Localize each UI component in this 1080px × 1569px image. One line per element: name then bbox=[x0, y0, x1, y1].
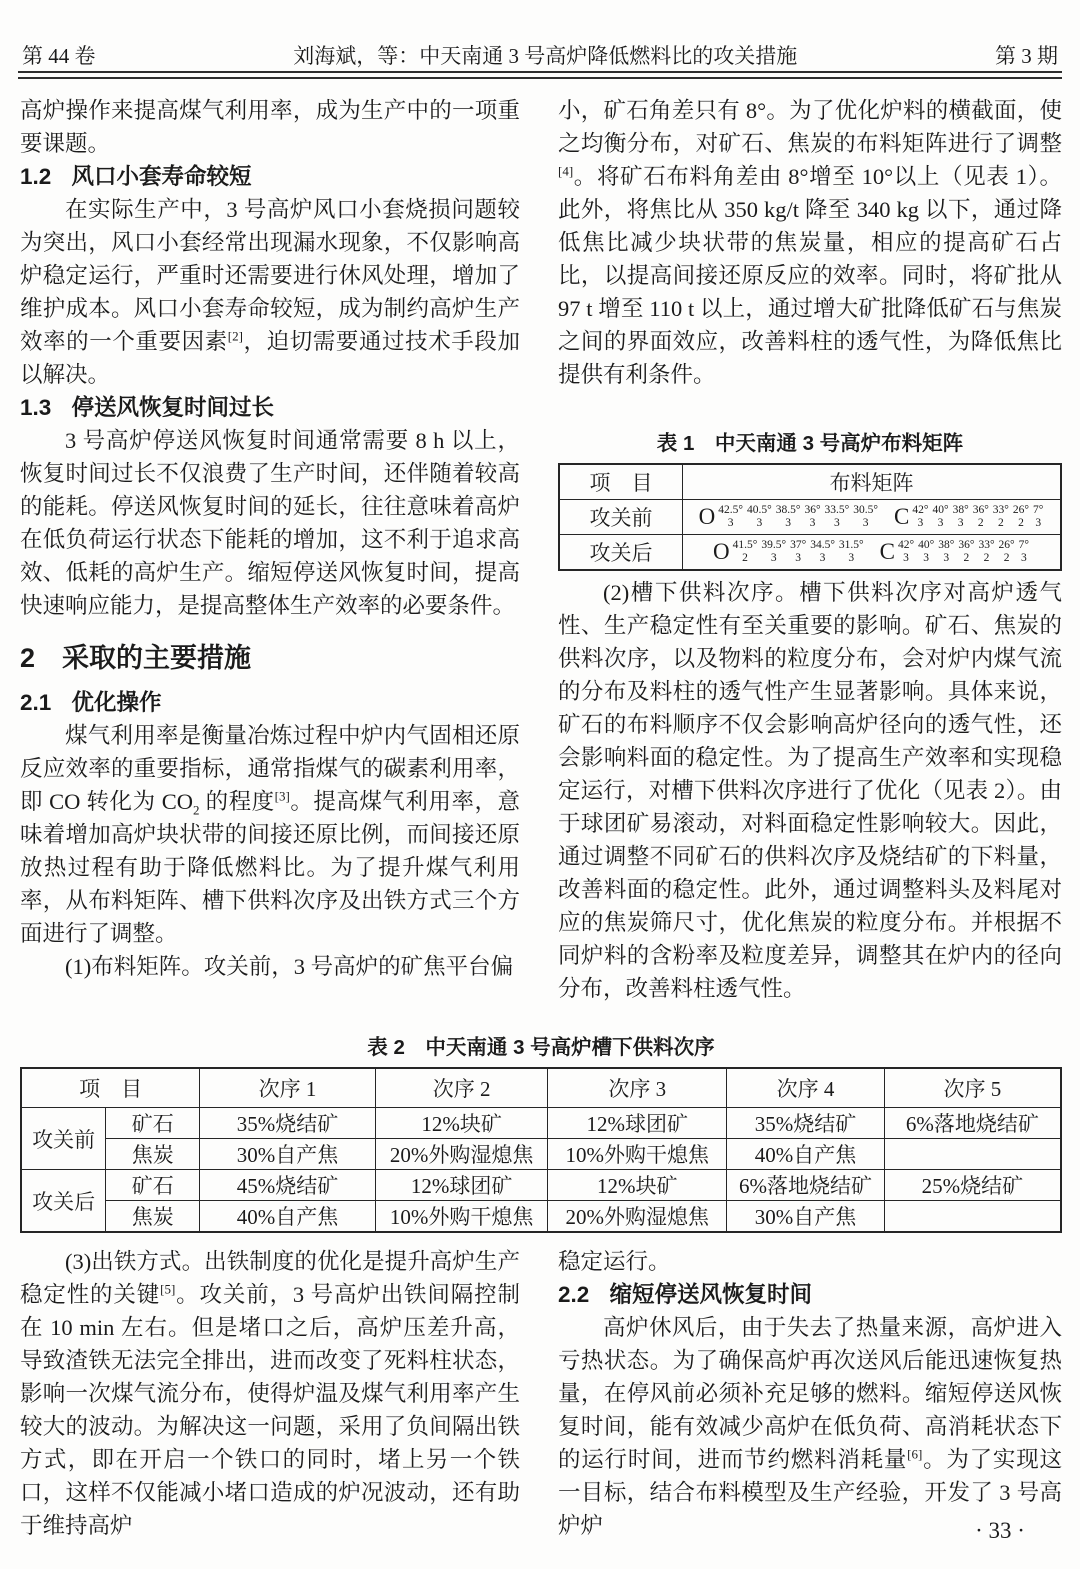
matrix-rings: 3 bbox=[943, 551, 950, 564]
angle-rings-pair bbox=[937, 539, 955, 565]
charge-matrix bbox=[713, 539, 1030, 565]
matrix-rings: 3 bbox=[756, 516, 763, 529]
angle-rings-pair bbox=[838, 539, 865, 565]
right-column-bottom bbox=[558, 576, 1062, 1005]
angle-rings-pair bbox=[775, 504, 802, 530]
matrix-angle: 33° bbox=[978, 538, 995, 551]
angle-rings-pair bbox=[852, 504, 879, 530]
matrix-cell bbox=[683, 535, 1062, 571]
matrix-angle: 37° bbox=[790, 538, 807, 551]
citation-ref: [3] bbox=[274, 788, 290, 804]
matrix-rings: 3 bbox=[862, 516, 869, 529]
material-label: 焦炭 bbox=[106, 1139, 200, 1170]
group-label: 攻关后 bbox=[21, 1170, 106, 1233]
matrix-letter: O bbox=[712, 539, 730, 565]
angle-rings-pair bbox=[824, 504, 851, 530]
paragraph: (3)出铁方式。出铁制度的优化是提升高炉生产稳定性的关键[5]。攻关前，3 号高炉出铁间隔控制在 10 min 左右。但是堵口之后，高炉压差升高，导致渣铁无法完全排出，进而改变了死料柱状态，影响一次煤气流分布，使得炉温及煤气利用率产生较大的波动。为解决这一问题，采用了负间隔出铁方式，即在开启一个铁口的同时，堵上另一个铁口，这样不仅能减小堵口造成的炉况波动，还有助于维持高炉 bbox=[20, 1249, 520, 1538]
matrix-rings: 3 bbox=[937, 516, 944, 529]
angle-rings-pair bbox=[717, 504, 744, 530]
matrix-angle: 26° bbox=[1012, 503, 1030, 516]
angle-rings-pair bbox=[732, 539, 759, 565]
charge-matrix bbox=[699, 504, 1045, 530]
heading-number: 1.3 bbox=[20, 395, 52, 420]
matrix-angle: 26° bbox=[998, 538, 1015, 551]
table2-area bbox=[20, 1030, 1062, 1233]
heading-number: 2.2 bbox=[558, 1282, 590, 1307]
matrix-angle: 38° bbox=[952, 503, 969, 516]
matrix-rings: 3 bbox=[785, 516, 791, 529]
angle-rings-pair bbox=[1032, 504, 1044, 530]
column-header: 次序 5 bbox=[884, 1068, 1061, 1108]
matrix-angle: 38° bbox=[938, 538, 955, 551]
angle-rings-pair bbox=[931, 504, 949, 530]
angle-rings-pair bbox=[789, 539, 807, 565]
material-label: 矿石 bbox=[106, 1108, 200, 1139]
section-heading-2.2: 2.2 缩短停送风恢复时间 bbox=[558, 1282, 813, 1307]
sequence-cell: 12%球团矿 bbox=[548, 1108, 727, 1139]
table2-row bbox=[21, 1201, 1061, 1233]
material-label: 焦炭 bbox=[106, 1201, 200, 1233]
table1-header-row bbox=[559, 464, 1061, 500]
sequence-cell: 40%自产焦 bbox=[200, 1201, 376, 1233]
angle-rings-pair bbox=[957, 539, 975, 565]
angle-rings-pair bbox=[809, 539, 836, 565]
paragraph: 煤气利用率是衡量冶炼过程中炉内气固相还原反应效率的重要指标，通常指煤气的碳素利用率，即 CO 转化为 $CO_2$ 的程度[3]。提高煤气利用率，意味着增加高炉块状带的间接还原比例，而间接还原放热过程有助于降低燃料比。为了提升煤气利用率，从布料矩阵、槽下供料次序及出铁方式三个方面进行了调整。 bbox=[20, 723, 520, 946]
sequence-cell: 35%烧结矿 bbox=[200, 1108, 376, 1139]
header-rule bbox=[18, 71, 1062, 79]
table2-row bbox=[21, 1108, 1061, 1139]
matrix-rings: 2 bbox=[742, 551, 748, 564]
column-header: 次序 1 bbox=[200, 1068, 376, 1108]
matrix-rings: 3 bbox=[848, 551, 855, 564]
page-header bbox=[22, 40, 1058, 70]
matrix-angle: 38.5° bbox=[775, 503, 801, 516]
angle-rings-pair bbox=[803, 504, 821, 530]
matrix-angle: 31.5° bbox=[838, 538, 864, 551]
table2 bbox=[20, 1067, 1062, 1233]
matrix-angle: 41.5° bbox=[732, 538, 758, 551]
section-heading-1.2: 1.2 风口小套寿命较短 bbox=[20, 164, 252, 189]
matrix-rings: 2 bbox=[1018, 516, 1024, 529]
sequence-cell: 45%烧结矿 bbox=[200, 1170, 376, 1201]
matrix-rings: 3 bbox=[917, 516, 924, 529]
table1 bbox=[558, 463, 1062, 571]
paragraph: (1)布料矩阵。攻关前，3 号高炉的矿焦平台偏 bbox=[65, 954, 514, 979]
column-header: 次序 2 bbox=[375, 1068, 548, 1108]
matrix-angle: 36° bbox=[804, 503, 821, 516]
section-heading-2: 2 采取的主要措施 bbox=[20, 643, 252, 673]
sequence-cell: 12%块矿 bbox=[375, 1108, 548, 1139]
sequence-cell: 6%落地烧结矿 bbox=[727, 1170, 885, 1201]
table2-caption: 表 2 中天南通 3 号高炉槽下供料次序 bbox=[367, 1036, 715, 1059]
table2-row bbox=[21, 1139, 1061, 1170]
matrix-rings: 3 bbox=[770, 551, 777, 564]
sequence-cell bbox=[884, 1139, 1061, 1170]
matrix-letter: O bbox=[698, 504, 716, 530]
column-header: 次序 3 bbox=[548, 1068, 727, 1108]
sequence-cell: 10%外购干熄焦 bbox=[548, 1139, 727, 1170]
matrix-rings: 3 bbox=[903, 551, 909, 564]
sequence-cell: 25%烧结矿 bbox=[884, 1170, 1061, 1201]
angle-rings-pair bbox=[897, 539, 915, 565]
material-label: 矿石 bbox=[106, 1170, 200, 1201]
sequence-cell: 35%烧结矿 bbox=[727, 1108, 885, 1139]
paragraph: 在实际生产中，3 号高炉风口小套烧损问题较为突出，风口小套经常出现漏水现象，不仅影响高炉稳定运行，严重时还需要进行休风处理，增加了维护成本。风口小套寿命较短，成为制约高炉生产效率的一个重要因素[2]，迫切需要通过技术手段加以解决。 bbox=[20, 197, 520, 387]
sequence-cell: 12%块矿 bbox=[548, 1170, 727, 1201]
angle-rings-pair bbox=[760, 539, 787, 565]
angle-rings-pair bbox=[911, 504, 929, 530]
paragraph: 高炉操作来提高煤气利用率，成为生产中的一项重要课题。 bbox=[20, 98, 520, 156]
angle-rings-pair bbox=[746, 504, 773, 530]
bottom-right-column bbox=[558, 1245, 1062, 1542]
matrix-rings: 3 bbox=[1035, 516, 1042, 529]
left-column bbox=[20, 94, 520, 983]
sequence-cell: 12%球团矿 bbox=[375, 1170, 548, 1201]
matrix-angle: 40.5° bbox=[746, 503, 772, 516]
matrix-angle: 42° bbox=[912, 503, 929, 516]
table1-caption: 表 1 中天南通 3 号高炉布料矩阵 bbox=[656, 432, 964, 455]
table2-row bbox=[21, 1170, 1061, 1201]
sequence-cell: 10%外购干熄焦 bbox=[375, 1201, 548, 1233]
issue-label: 第 3 期 bbox=[995, 44, 1058, 68]
heading-number: 2 bbox=[20, 643, 36, 673]
table1-header-matrix: 布料矩阵 bbox=[683, 464, 1062, 500]
sequence-cell: 30%自产焦 bbox=[727, 1201, 885, 1233]
matrix-angle: 42.5° bbox=[718, 503, 743, 516]
angle-rings-pair bbox=[992, 504, 1010, 530]
angle-rings-pair bbox=[998, 539, 1016, 565]
matrix-rings: 3 bbox=[795, 551, 801, 564]
table1-row bbox=[559, 535, 1061, 571]
matrix-rings: 2 bbox=[977, 516, 984, 529]
paragraph: 3 号高炉停送风恢复时间通常需要 8 h 以上，恢复时间过长不仅浪费了生产时间，还伴随着较高的能耗。停送风恢复时间的延长，往往意味着高炉在低负荷运行状态下能耗的增加，这不利于追求高效、低耗的高炉生产。缩短停送风恢复时间，提高快速响应能力，是提高整体生产效率的必要条件。 bbox=[20, 428, 520, 618]
table1-header-item: 项 目 bbox=[559, 464, 683, 500]
matrix-rings: 3 bbox=[1020, 551, 1027, 564]
angle-rings-pair bbox=[1012, 504, 1030, 530]
running-title: 刘海斌，等：中天南通 3 号高炉降低燃料比的攻关措施 bbox=[293, 44, 798, 68]
chemical-subscript: 2 bbox=[192, 802, 200, 818]
matrix-rings: 2 bbox=[963, 551, 970, 564]
matrix-rings: 3 bbox=[957, 516, 964, 529]
sequence-cell: 40%自产焦 bbox=[727, 1139, 885, 1170]
section-heading-1.3: 1.3 停送风恢复时间过长 bbox=[20, 395, 275, 420]
matrix-rings: 2 bbox=[1003, 551, 1010, 564]
matrix-angle: 33.5° bbox=[824, 503, 850, 516]
row-label: 攻关后 bbox=[559, 535, 683, 571]
section-heading-2.1: 2.1 优化操作 bbox=[20, 690, 162, 715]
matrix-angle: 36° bbox=[972, 503, 989, 516]
heading-number: 2.1 bbox=[20, 690, 52, 715]
angle-rings-pair bbox=[972, 504, 990, 530]
sequence-cell: 30%自产焦 bbox=[200, 1139, 376, 1170]
volume-label: 第 44 卷 bbox=[22, 44, 96, 68]
sequence-cell: 20%外购湿熄焦 bbox=[548, 1201, 727, 1233]
paragraph: 小，矿石角差只有 8°。为了优化炉料的横截面，使之均衡分布，对矿石、焦炭的布料矩阵进行了调整[4]。将矿石布料角差由 8°增至 10°以上（见表 1）。此外，将焦比从 350 kg/t 降至 340 kg 以下，通过降低焦比减少块状带的焦炭量，相应的提高矿石占比，以提高间接还原反应的效率。同时，将矿批从 97 t 增至 110 t 以上，通过增大矿批降低矿石与焦炭之间的界面效应，改善料柱的透气性，为降低焦比提供有利条件。 bbox=[558, 98, 1062, 387]
column-header: 项 目 bbox=[21, 1068, 200, 1108]
paragraph: 高炉休风后，由于失去了热量来源，高炉进入亏热状态。为了确保高炉再次送风后能迅速恢复热量，在停风前必须补充足够的燃料。缩短停送风恢复时间，能有效减少高炉在低负荷、高消耗状态下的运行时间，进而节约燃料消耗量[6]。为了实现这一目标，结合布料模型及生产经验，开发了 3 号高炉炉 bbox=[558, 1315, 1062, 1538]
angle-rings-pair bbox=[917, 539, 935, 565]
matrix-rings: 2 bbox=[983, 551, 990, 564]
matrix-angle: 40° bbox=[918, 538, 935, 551]
matrix-rings: 3 bbox=[809, 516, 816, 529]
matrix-letter: C bbox=[879, 539, 895, 565]
paragraph: (2)槽下供料次序。槽下供料次序对高炉透气性、生产稳定性有至关重要的影响。矿石、焦炭的供料次序，以及物料的粒度分布，会对炉内煤气流的分布及料柱的透气性产生显著影响。具体来说，矿石的布料顺序不仅会影响高炉径向的透气性，还会影响料面的稳定性。为了提高生产效率和实现稳定运行，对槽下供料次序进行了优化（见表 2）。由于球团矿易滚动，对料面稳定性影响较大。因此，通过调整不同矿石的供料次序及烧结矿的下料量，改善料面的稳定性。此外，通过调整料头及料尾对应的焦炭筛尺寸，优化焦炭的粒度分布。并根据不同炉料的含粉率及粒度差异，调整其在炉内的径向分布，改善料柱透气性。 bbox=[558, 580, 1062, 1001]
matrix-rings: 3 bbox=[727, 516, 734, 529]
matrix-angle: 39.5° bbox=[761, 538, 787, 551]
matrix-angle: 42° bbox=[898, 538, 915, 551]
matrix-rings: 3 bbox=[834, 516, 840, 529]
angle-rings-pair bbox=[977, 539, 995, 565]
matrix-angle: 7° bbox=[1033, 503, 1044, 516]
column-header: 次序 4 bbox=[727, 1068, 885, 1108]
table1-area bbox=[558, 426, 1062, 571]
table2-header-row bbox=[21, 1068, 1061, 1108]
heading-number: 1.2 bbox=[20, 164, 52, 189]
sequence-cell: 6%落地烧结矿 bbox=[884, 1108, 1061, 1139]
table1-row bbox=[559, 500, 1061, 535]
citation-ref: [5] bbox=[160, 1281, 176, 1297]
paragraph: 稳定运行。 bbox=[558, 1249, 671, 1274]
matrix-angle: 40° bbox=[932, 503, 949, 516]
group-label: 攻关前 bbox=[21, 1108, 106, 1170]
matrix-angle: 34.5° bbox=[810, 538, 835, 551]
bottom-left-column bbox=[20, 1245, 520, 1542]
matrix-letter: C bbox=[894, 504, 910, 530]
matrix-cell bbox=[683, 500, 1062, 535]
sequence-cell: 20%外购湿熄焦 bbox=[375, 1139, 548, 1170]
citation-ref: [2] bbox=[227, 328, 243, 344]
angle-rings-pair bbox=[1018, 539, 1030, 565]
sequence-cell bbox=[884, 1201, 1061, 1233]
row-label: 攻关前 bbox=[559, 500, 683, 535]
matrix-rings: 2 bbox=[997, 516, 1004, 529]
matrix-angle: 30.5° bbox=[853, 503, 879, 516]
matrix-angle: 33° bbox=[992, 503, 1009, 516]
citation-ref: [6] bbox=[907, 1446, 923, 1462]
right-column-top bbox=[558, 94, 1062, 391]
matrix-rings: 3 bbox=[819, 551, 826, 564]
angle-rings-pair bbox=[952, 504, 970, 530]
matrix-angle: 36° bbox=[958, 538, 975, 551]
matrix-angle: 7° bbox=[1018, 538, 1030, 551]
citation-ref: [4] bbox=[558, 163, 574, 179]
matrix-rings: 3 bbox=[923, 551, 930, 564]
page-number: · 33 · bbox=[975, 1518, 1025, 1543]
